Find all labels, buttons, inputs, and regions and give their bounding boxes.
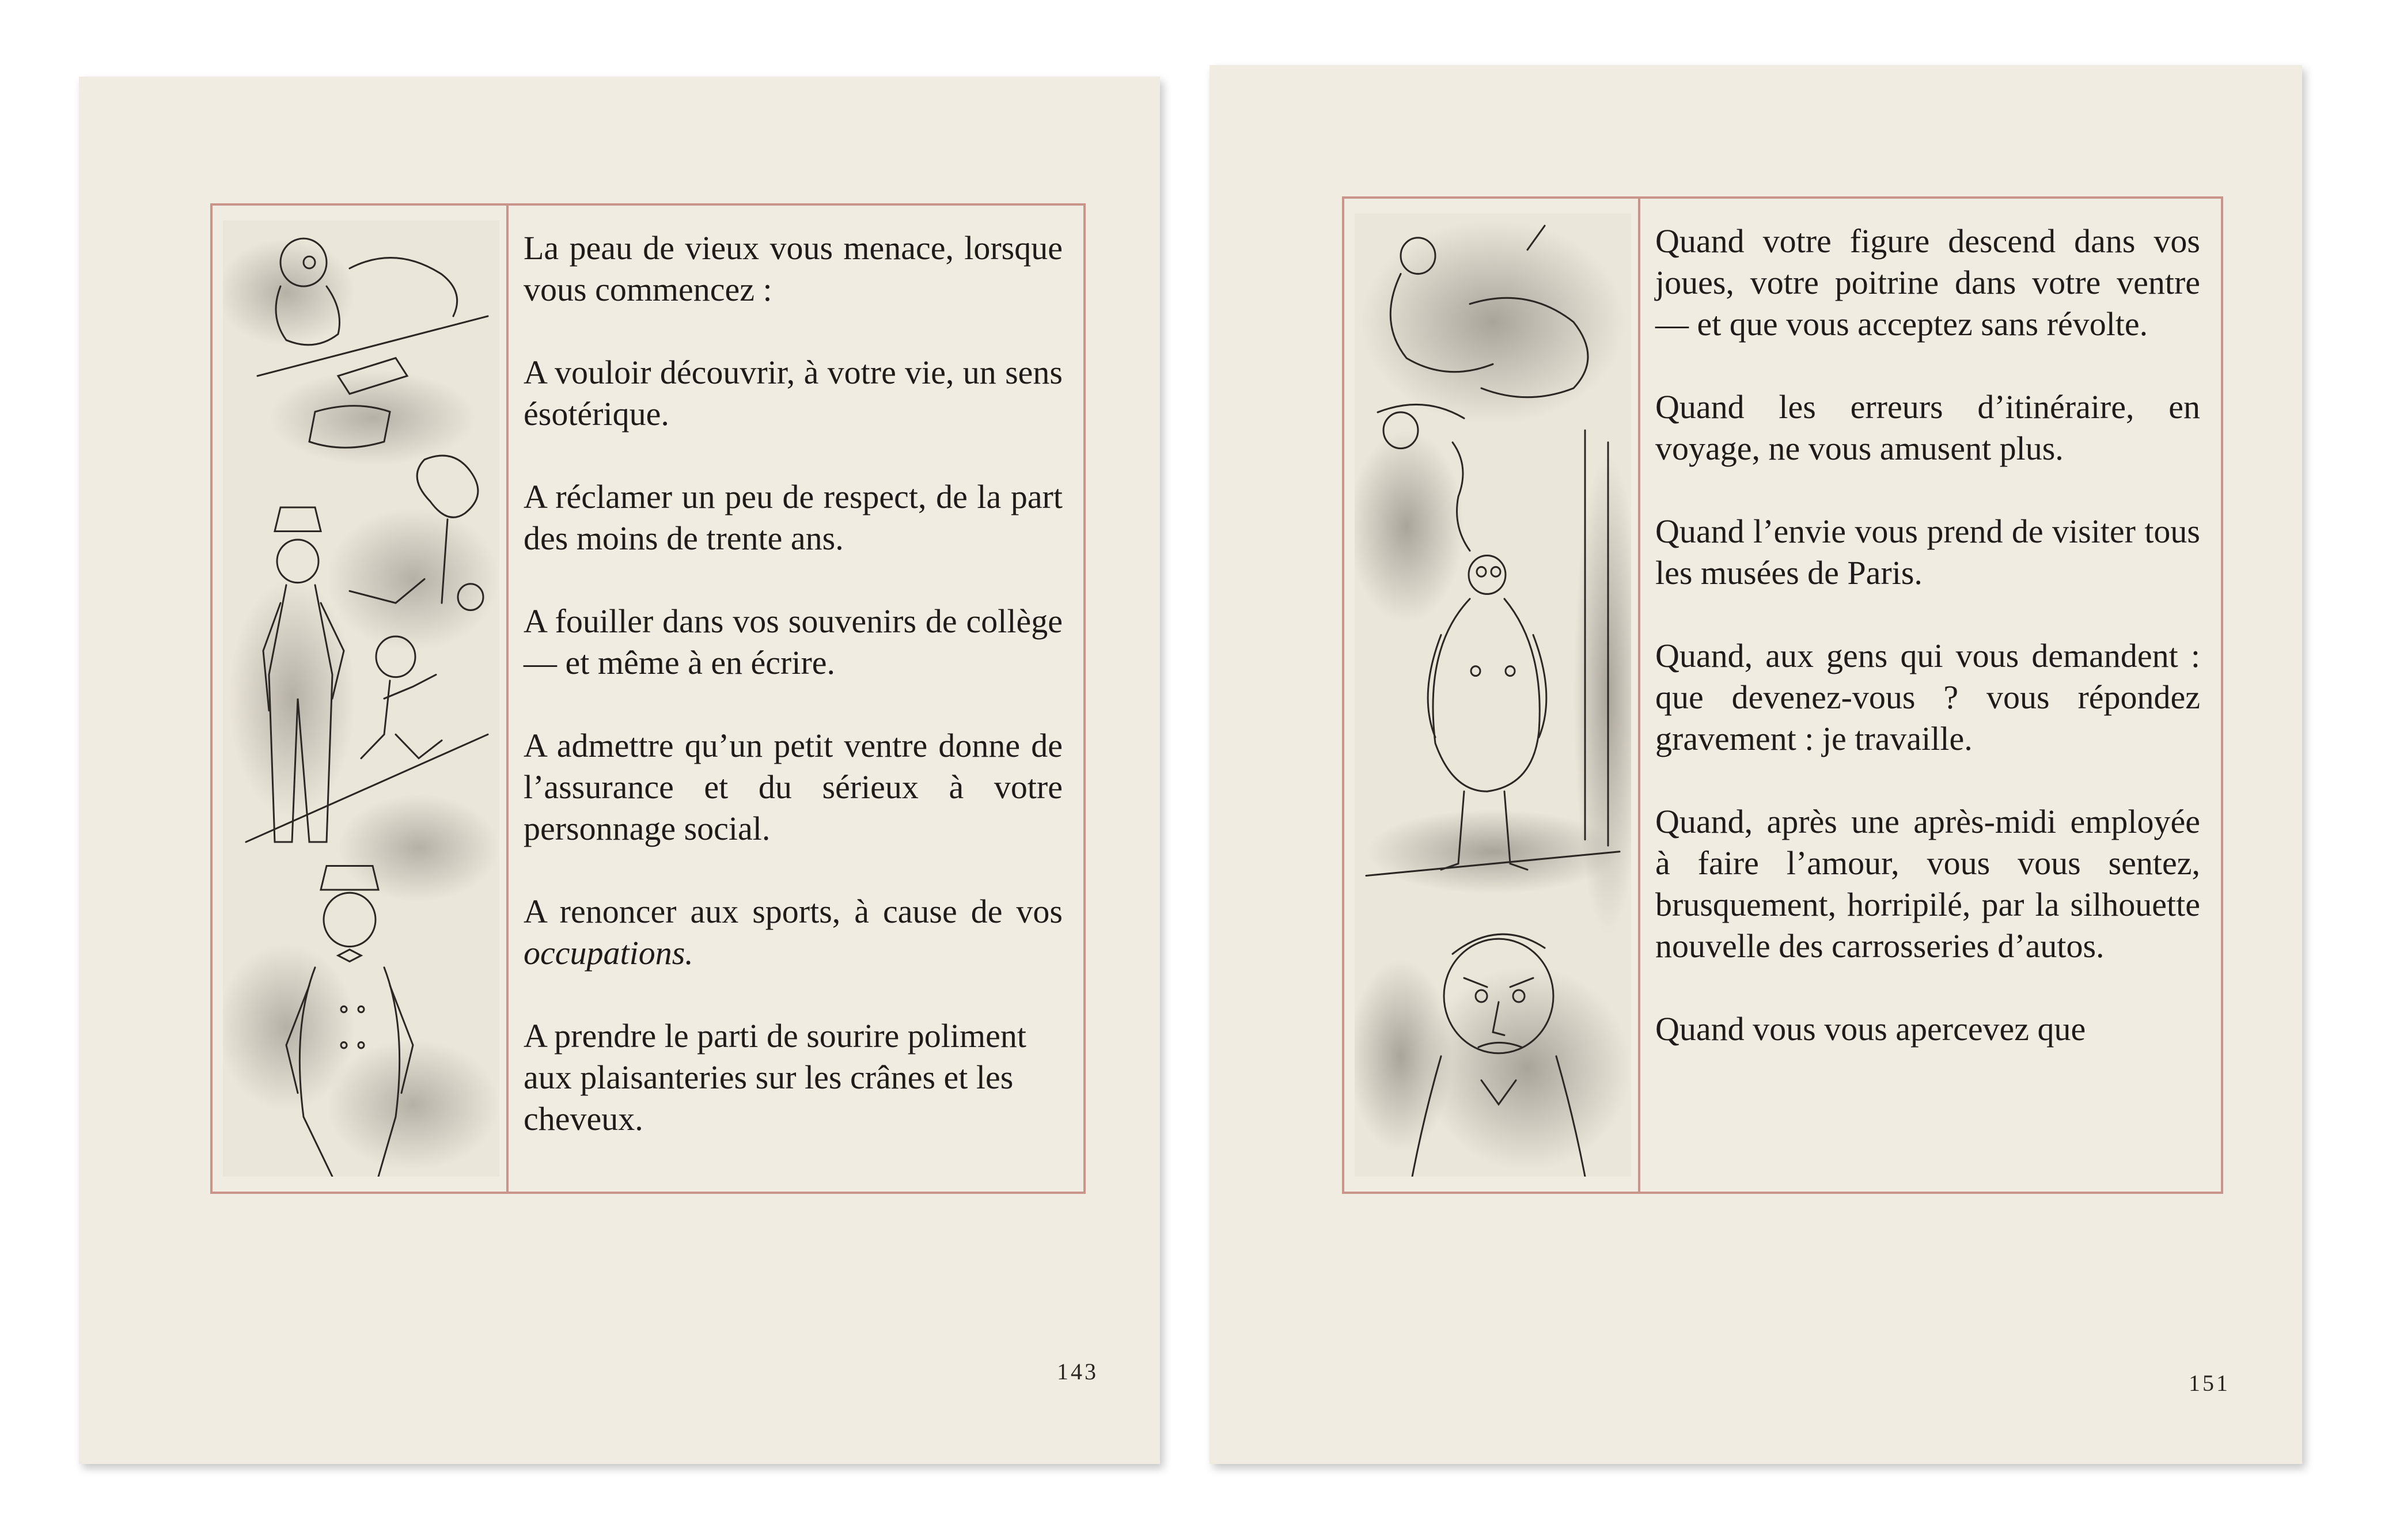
paragraph: Quand, après une après-midi employée à faire l’amour, vous vous sentez, brusquement, horripilé, par la silhouette nouvelle des carrosseries d’autos.	[1655, 803, 2200, 965]
italic-word: occupations.	[524, 934, 693, 972]
text-frame	[1342, 196, 2223, 1194]
column-rule	[1638, 199, 1640, 1192]
text-frame	[210, 203, 1086, 1194]
paragraph: Quand vous vous apercevez que	[1655, 1010, 2086, 1048]
page-number: 151	[2189, 1370, 2230, 1396]
sports-text: A renoncer aux sports, à cause de vos	[524, 893, 1063, 930]
paragraph: A admettre qu’un petit ventre donne de l’assurance et du sérieux à votre personnage social.	[524, 727, 1063, 847]
paragraph: Quand, aux gens qui vous demandent : que devenez-vous ? vous répondez gravement : je travaille.	[1655, 637, 2200, 757]
left-page	[79, 77, 1160, 1464]
paragraph: A fouiller dans vos souvenirs de collège — et même à en écrire.	[524, 602, 1063, 681]
right-page	[1210, 65, 2302, 1464]
paragraph-sports	[524, 891, 1063, 974]
paragraph: Quand votre figure descend dans vos joues, votre poitrine dans votre ventre — et que vous acceptez sans révolte.	[1655, 222, 2200, 343]
paragraph: A réclamer un peu de respect, de la part des moins de trente ans.	[524, 478, 1063, 557]
text-column	[1655, 221, 2200, 1050]
paragraph: Quand l’envie vous prend de visiter tous les musées de Paris.	[1655, 513, 2200, 591]
sketch-illustration-icon	[1355, 214, 1631, 1177]
paragraph: La peau de vieux vous menace, lorsque vous commencez :	[524, 229, 1063, 308]
sketch-illustration-icon	[223, 221, 499, 1177]
column-rule	[506, 206, 509, 1192]
paragraph: A prendre le parti de sourire poliment aux plaisanteries sur les crânes et les cheveux.	[524, 1017, 1026, 1137]
paragraph: Quand les erreurs d’itinéraire, en voyage, ne vous amusent plus.	[1655, 388, 2200, 467]
text-column	[524, 227, 1063, 1140]
page-number: 143	[1057, 1359, 1098, 1385]
paragraph: A vouloir découvrir, à votre vie, un sens ésotérique.	[524, 354, 1063, 433]
